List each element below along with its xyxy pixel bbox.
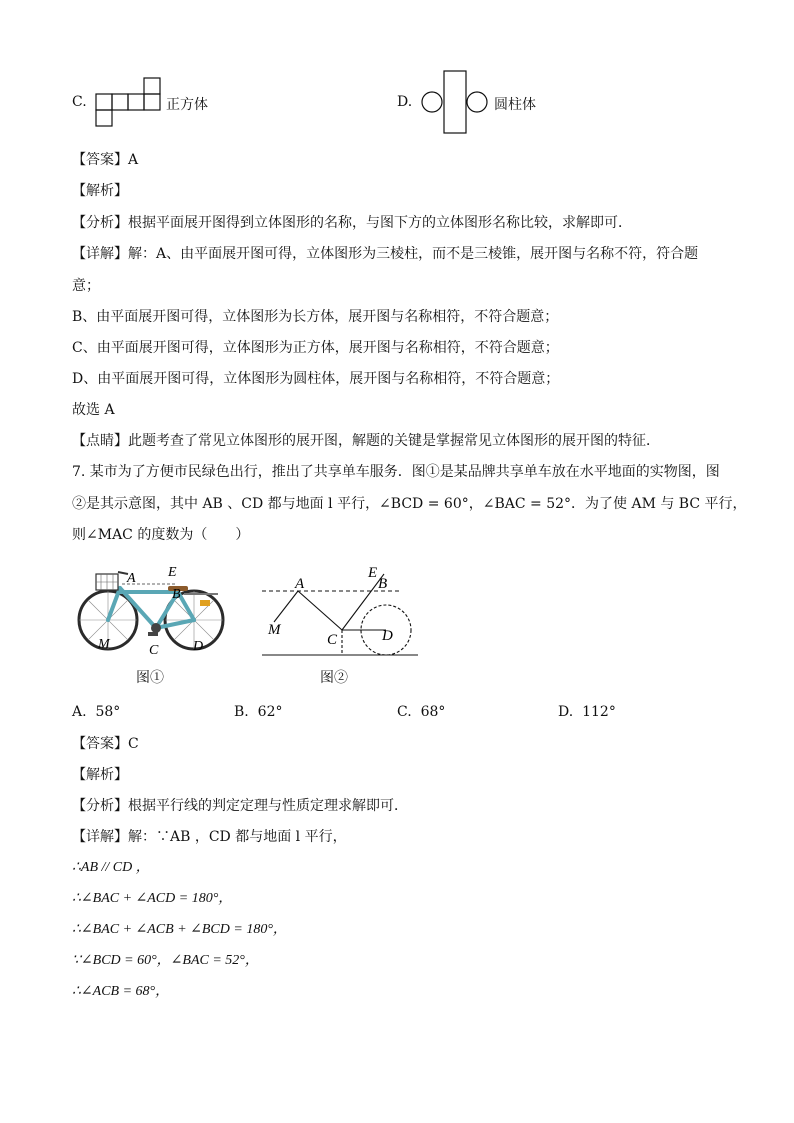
q7-step-5: ∵∠BCD = 60°，∠BAC = 52°， xyxy=(72,953,259,968)
fig1-label-e: E xyxy=(168,565,177,580)
bicycle-schematic-figure xyxy=(258,562,424,662)
q6-detail-line-2: 意； xyxy=(72,278,100,294)
q6-fenxi: 【分析】根据平面展开图得到立体图形的名称，与图下方的立体图形名称比较，求解即可． xyxy=(72,215,632,231)
cylinder-net-figure xyxy=(420,68,492,136)
option-c-label: 正方体 xyxy=(166,97,208,113)
q7-stem-line-3: 则∠MAC 的度数为（ ） xyxy=(72,527,250,543)
fig2-label-a: A xyxy=(295,576,305,592)
q7-option-b xyxy=(234,704,282,720)
q7-fenxi: 【分析】根据平行线的判定定理与性质定理求解即可． xyxy=(72,798,408,814)
fig1-label-a: A xyxy=(127,571,136,586)
q6-detail-d: D、由平面展开图可得，立体图形为圆柱体，展开图与名称相符，不符合题意； xyxy=(72,371,560,387)
q7-stem-line-2: ②是其示意图，其中 AB 、CD 都与地面 l 平行，∠BCD = 60°，∠BAC = 52°．为了使 AM 与 BC 平行， xyxy=(72,496,747,512)
fig2-label-m: M xyxy=(268,622,281,638)
q6-choice: 故选 A xyxy=(72,402,115,418)
q7-option-a-value: 58° xyxy=(95,704,121,720)
q7-analysis-heading: 【解析】 xyxy=(72,767,128,783)
q7-step-4: ∴∠BAC + ∠ACB + ∠BCD = 180°， xyxy=(72,922,287,937)
q6-detail-b: B、由平面展开图可得，立体图形为长方体，展开图与名称相符，不符合题意； xyxy=(72,309,559,325)
fig2-label-c: C xyxy=(327,632,338,648)
q7-option-a-letter: A. xyxy=(72,704,87,720)
q7-option-d-letter: D. xyxy=(558,704,574,720)
q7-answer: 【答案】C xyxy=(72,736,139,752)
option-c-letter: C. xyxy=(72,94,87,110)
option-d-letter: D. xyxy=(397,94,413,110)
q7-step-1: 【详解】解：∵AB ，CD 都与地面 l 平行， xyxy=(72,829,347,845)
fig1-label-c: C xyxy=(149,643,159,658)
q7-option-b-letter: B. xyxy=(234,704,249,720)
fig1-label-d: D xyxy=(193,639,204,654)
cube-net-figure xyxy=(94,74,166,130)
q7-step-6: ∴∠ACB = 68°， xyxy=(72,984,170,999)
fig2-label-b: B xyxy=(378,576,388,592)
q7-option-d-value: 112° xyxy=(582,704,616,720)
fig2-caption: 图② xyxy=(320,670,348,686)
q7-option-c xyxy=(397,704,445,720)
q7-stem-line-1: 7. 某市为了方便市民绿色出行，推出了共享单车服务．图①是某品牌共享单车放在水平地面的实物图，图 xyxy=(72,464,720,480)
q7-option-d xyxy=(558,704,616,720)
q6-detail-line-1: 【详解】解：A、由平面展开图可得，立体图形为三棱柱，而不是三棱锥，展开图与名称不符，符合题 xyxy=(72,246,699,262)
option-d-label: 圆柱体 xyxy=(494,97,536,113)
q6-detail-c: C、由平面展开图可得，立体图形为正方体，展开图与名称相符，不符合题意； xyxy=(72,340,559,356)
fig1-label-m: M xyxy=(98,637,110,652)
q7-option-c-value: 68° xyxy=(420,704,446,720)
fig1-label-b: B xyxy=(172,587,181,602)
q6-dianjing: 【点睛】此题考查了常见立体图形的展开图，解题的关键是掌握常见立体图形的展开图的特征． xyxy=(72,433,660,449)
q7-step-3: ∴∠BAC + ∠ACD = 180°， xyxy=(72,891,233,906)
q6-answer: 【答案】A xyxy=(72,152,139,168)
q6-analysis-heading: 【解析】 xyxy=(72,183,128,199)
q7-option-c-letter: C. xyxy=(397,704,412,720)
fig1-caption: 图① xyxy=(136,670,164,686)
bicycle-figure xyxy=(72,562,232,662)
q7-option-a xyxy=(72,704,120,720)
q7-step-2: ∴AB // CD ， xyxy=(72,860,150,875)
q7-option-b-value: 62° xyxy=(257,704,283,720)
fig2-label-e: E xyxy=(368,565,378,581)
fig2-label-d: D xyxy=(382,628,393,644)
